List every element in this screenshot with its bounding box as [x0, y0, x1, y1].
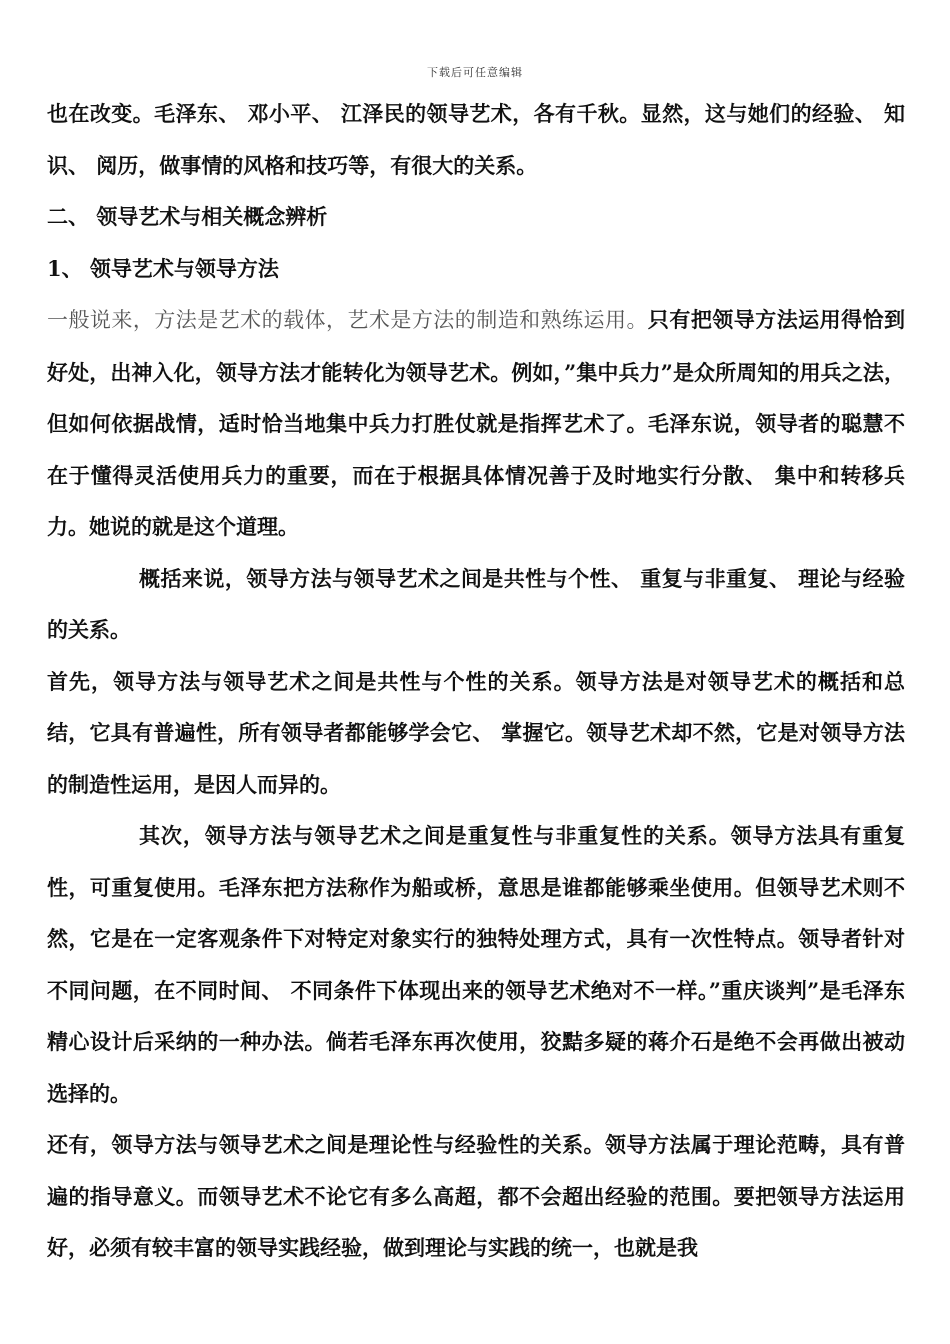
subsection-heading: 1、 领导艺术与领导方法: [47, 255, 279, 281]
paragraph-method-art-intro: 一般说来，方法是艺术的载体，艺术是方法的制造和熟练运用。: [47, 308, 648, 332]
paragraph-summary: 概括来说，领导方法与领导艺术之间是共性与个性、 重复与非重复、 理论与经验的关系。: [47, 565, 905, 642]
paragraph-method-art: [47, 294, 905, 553]
section-heading: 二、 领导艺术与相关概念辨析: [47, 204, 328, 229]
paragraph-continuation: 也在改变。毛泽东、 邓小平、 江泽民的领导艺术，各有千秋。显然，这与她们的经验、 知识、 阅历，做事情的风格和技巧等，有很大的关系。: [47, 101, 905, 178]
paragraph-method-art-body: 只有把领导方法运用得恰到好处，出神入化，领导方法才能转化为领导艺术。例如，”集中兵力”是众所周知的用兵之法，但如何依据战情，适时恰当地集中兵力打胜仗就是指挥艺术了。毛泽东说，领导者的聪慧不在于懂得灵活使用兵力的重要，而在于根据具体情况善于及时地实行分散、 集中和转移兵力。她说的就是这个道理。: [47, 307, 905, 539]
paragraph-first: 首先，领导方法与领导艺术之间是共性与个性的关系。领导方法是对领导艺术的概括和总结，它具有普遍性，所有领导者都能够学会它、 掌握它。领导艺术却不然，它是对领导方法的制造性运用，是因人而异的。: [47, 668, 905, 797]
paragraph-third: 还有，领导方法与领导艺术之间是理论性与经验性的关系。领导方法属于理论范畴，具有普遍的指导意义。而领导艺术不论它有多么高超，都不会超出经验的范围。要把领导方法运用好，必须有较丰富的领导实践经验，做到理论与实践的统一，也就是我: [47, 1132, 905, 1260]
paragraph-second: 其次，领导方法与领导艺术之间是重复性与非重复性的关系。领导方法具有重复性，可重复使用。毛泽东把方法称作为船或桥，意思是谁都能够乘坐使用。但领导艺术则不然，它是在一定客观条件下对特定对象实行的独特处理方式，具有一次性特点。领导者针对不同问题，在不同时间、 不同条件下体现出来的领导艺术绝对不一样。”重庆谈判”是毛泽东精心设计后采纳的一种办法。倘若毛泽东再次使用，狡黠多疑的蒋介石是绝不会再做出被动选择的。: [47, 823, 905, 1106]
page-header: 下载后可任意编辑: [427, 66, 523, 79]
document-body: [47, 88, 905, 1274]
